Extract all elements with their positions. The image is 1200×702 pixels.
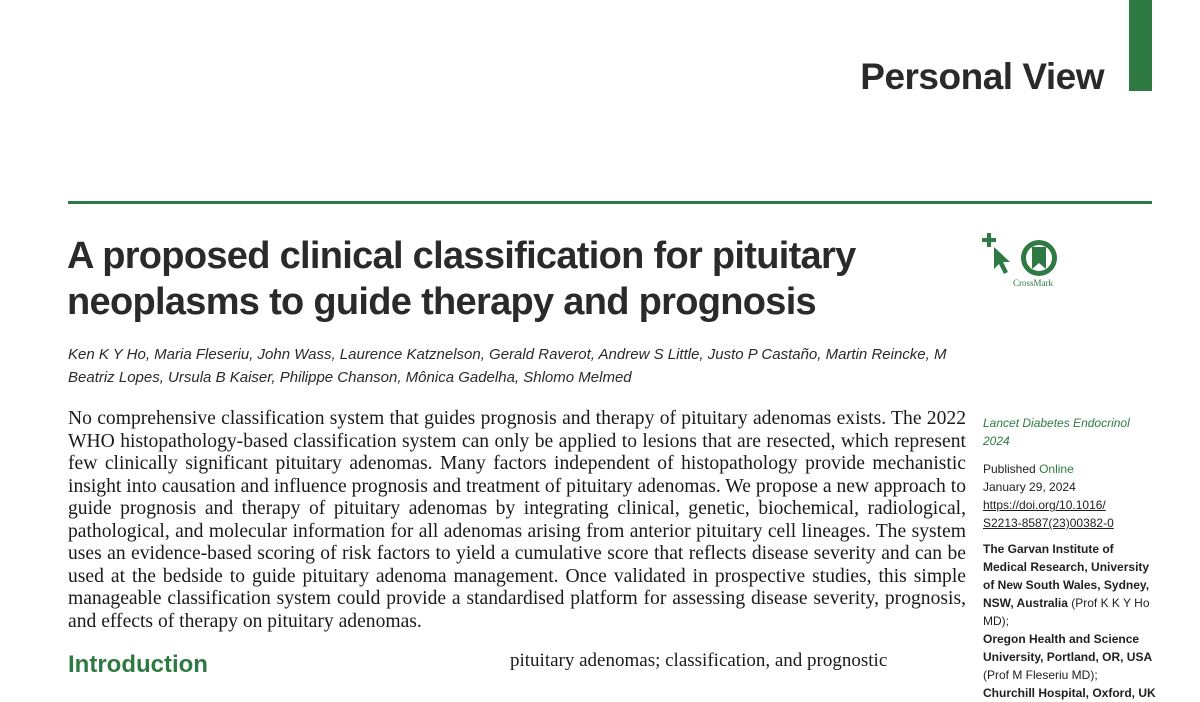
affiliation-1 — [983, 540, 1158, 630]
section-color-tab — [1129, 0, 1152, 91]
doi-line-2: S2213-8587(23)00382-0 — [983, 516, 1114, 530]
affiliation-2-authors: (Prof M Fleseriu MD); — [983, 668, 1098, 682]
publication-date: January 29, 2024 — [983, 480, 1076, 494]
published-prefix: Published — [983, 462, 1036, 476]
published-line — [983, 460, 1158, 478]
crossmark-label: CrossMark — [1013, 278, 1053, 288]
affiliation-3-institution: Churchill Hospital, Oxford, UK — [983, 686, 1156, 700]
affiliation-2-institution: Oregon Health and Science University, Portland, OR, USA — [983, 632, 1153, 664]
header-rule — [68, 201, 1152, 204]
doi-link[interactable] — [983, 496, 1158, 532]
affiliation-1-authors: (Prof K K Y Ho MD); — [983, 596, 1150, 628]
journal-citation: Lancet Diabetes Endocrinol 2024 — [983, 416, 1130, 448]
cursor-arrow-icon — [994, 247, 1010, 274]
author-list: Ken K Y Ho, Maria Fleseriu, John Wass, Laurence Katznelson, Gerald Raverot, Andrew S Little, Justo P Castaño, Martin Reincke, M Beatriz Lopes, Ursula B Kaiser, Philippe Chanson, Mônica Gadelha, Shlomo Melmed — [68, 346, 947, 386]
section-label: Personal View — [860, 56, 1104, 97]
published-online: Online — [1039, 462, 1074, 476]
plus-icon — [982, 233, 996, 247]
article-title: A proposed clinical classification for pituitary neoplasms to guide therapy and prognosis — [67, 235, 856, 323]
abstract: No comprehensive classification system that guides prognosis and therapy of pituitary adenomas exists. The 2022 WHO histopathology-based classification system can only be applied to lesions that are resected, which represent few clinically significant pituitary adenomas. Many factors independent of histopathology provide mechanistic insight into causation and influence prognosis and treatment of pituitary adenomas. We propose a new approach to guide prognosis and therapy of pituitary adenomas by integrating clinical, genetic, biochemical, radiological, pathological, and molecular information for all adenomas arising from anterior pituitary cell lineages. The system uses an evidence-based scoring of risk factors to yield a cumulative score that reflects disease severity and can be used at the bedside to guide pituitary adenoma management. Once validated in prospective studies, this simple manageable classification system could provide a standardised platform for assessing disease severity, prognosis, and effects of therapy on pituitary adenomas. — [68, 408, 966, 632]
intro-text-partial: pituitary adenomas; classification, and prognostic — [510, 650, 888, 671]
article-info-sidebar — [983, 414, 1158, 702]
section-heading-introduction: Introduction — [68, 651, 208, 678]
doi-line-1: https://doi.org/10.1016/ — [983, 498, 1106, 512]
affiliation-2 — [983, 630, 1158, 684]
affiliation-3 — [983, 684, 1158, 702]
affiliation-1-institution: The Garvan Institute of Medical Research, University of New South Wales, Sydney, NSW, Australia — [983, 542, 1150, 610]
